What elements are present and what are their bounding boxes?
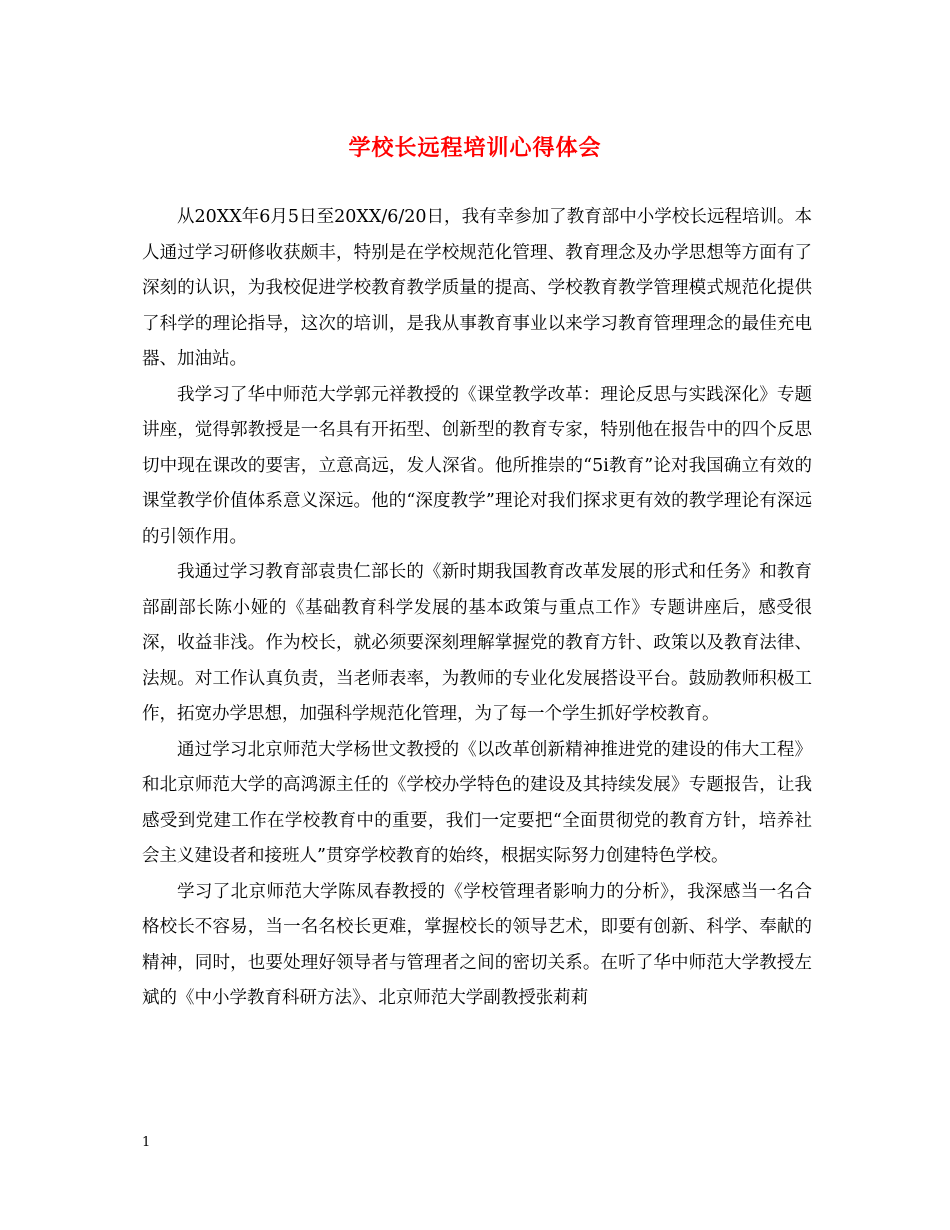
paragraph: 通过学习北京师范大学杨世文教授的《以改革创新精神推进党的建设的伟大工程》和北京师范大学的高鸿源主任的《学校办学特色的建设及其持续发展》专题报告，让我感受到党建工作在学校教育中的重要，我们一定要把“全面贯彻党的教育方针，培养社会主义建设者和接班人”贯穿学校教育的始终，根据实际努力创建特色学校。 [142, 739, 812, 866]
paragraph: 从20XX年6月5日至20XX/6/20日，我有幸参加了教育部中小学校长远程培训。本人通过学习研修收获颇丰，特别是在学校规范化管理、教育理念及办学思想等方面有了深刻的认识，为我校促进学校教育教学质量的提高、学校教育教学管理模式规范化提供了科学的理论指导，这次的培训，是我从事教育事业以来学习教育管理理念的最佳充电器、加油站。 [142, 207, 812, 369]
document-body [142, 200, 812, 1017]
paragraph: 我学习了华中师范大学郭元祥教授的《课堂教学改革：理论反思与实践深化》专题讲座，觉得郭教授是一名具有开拓型、创新型的教育专家，特别他在报告中的四个反思切中现在课改的要害，立意高远，发人深省。他所推崇的“5i教育”论对我国确立有效的课堂教学价值体系意义深远。他的“深度教学”理论对我们探求更有效的教学理论有深远的引领作用。 [142, 384, 812, 547]
paragraph: 我通过学习教育部袁贵仁部长的《新时期我国教育改革发展的形式和任务》和教育部副部长陈小娅的《基础教育科学发展的基本政策与重点工作》专题讲座后，感受很深，收益非浅。作为校长，就必须要深刻理解掌握党的教育方针、政策以及教育法律、法规。对工作认真负责，当老师表率，为教师的专业化发展搭设平台。鼓励教师积极工作，拓宽办学思想，加强科学规范化管理，为了每一个学生抓好学校教育。 [142, 562, 812, 724]
page-number: 1 [142, 1135, 151, 1150]
paragraph: 学习了北京师范大学陈凤春教授的《学校管理者影响力的分析》，我深感当一名合格校长不容易，当一名名校长更难，掌握校长的领导艺术，即要有创新、科学、奉献的精神，同时，也要处理好领导者与管理者之间的密切关系。在听了华中师范大学教授左斌的《中小学教育科研方法》、北京师范大学副教授张莉莉 [142, 881, 812, 1008]
document-title: 学校长远程培训心得体会 [348, 135, 602, 161]
